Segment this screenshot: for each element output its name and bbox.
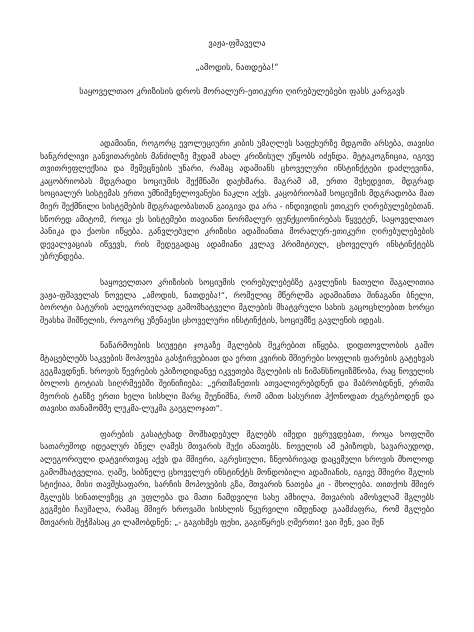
paragraph-4: ფარების გასატეხად მოშხადებულ მგლებს იმედი ეცრუვდებათ, როცა სოფლში სათარეშოდ იდეალურ ბნელ ღამეს მთვარის შუქი ანათებს. ნოველის ამ ეპიზოდს, სავარაუდოდ, ალეგორიული დატვირთვაც აქვს და მშიერი, აგრესიული, ზნეობრივად დაცემული ხროვის მხოლოდ გამომხატველია. ღამე, სიბნელე ცხოველურ ინსტინქტს მონდობილი ადამიანის, იგივე მშიერი მგლის სტიქიაა, მისი თავშესაფარი, სარჩის მოპოვების გზა, მთვარის ნათება კი - შხოლება. თითქოს მშიერ მგლებს სინათლეზეც კი უფლება და მათი ნამდვილი სახე ამხილა. მთვარის ამოსვლამ მგლებს გეგმები ჩაუშალა, რამაც მშიერ ხროვაში სისხლის წყურვილი იმდენად გაამძაფრა, რომ მგლები მთვარის შეჭმასაც კი ლამობდნენ: „- გაგიხმეს ფეხი, გაგიწყრეს ღმერთი! ვაი შენ, ვაი შენ [40,428,434,528]
document-title: „ამოდის, ნათდება!“ [195,62,279,72]
paragraph-2: საყოველთაო კრიზისის სოციუმის ღირებულებებზე გავლენის ნათელი მაგალითია ვაჟა-ფშაველას ნოველა „ამოდის, ნათდება!“, რომელიც მწერლმა ადამიანთა შინაგანი ბნელი, ბოროტი ბატურის ალეგორიულად გამომხატველი მგლების მხატვრული სახის გაცოცხლებით ხორცი შეასხა შიშნელის, როგორც უზენაესი ცხოველური ინსტინქტის, სოციუმზე გავლენის იდეას. [40,276,434,325]
paragraph-3: ნაწარმოების სიუჟეტი ჯოგაზე მგლების შეკრებით იწყება. დიდთოვლობის გამო მტაცებლებს საკვების მოპოვება გასჭირვებიათ და ერთი კვირის მშიერები სოფლის ფარების გატეხვას გეგმავდნენ. ხროვის წევრების ეპიზოდიდანვე იკვეთება მგლების ის ნიმანსნოციზმნობა, რაც ნოველის ბოლოს ტოტიას სიღრმეებში შეინიჩიება: „ერთმანეთის ათვალიერებდნენ და მაბრობდნენ, ერთმა მეორის ტანზე ერთი ხელი სისხლი მარც შეენიშნა, რომ ამით სასურით ჰქონოდათ ძეგრებოდენ და თავისი თანამომმე ლუკმა-ლუკმა გაეგლოჯათ“. [40,340,434,414]
paragraph-1: ადამიანი, როგორც ევოლუციური კიბის უმაღლეს საფეხურზე მდგომი არსება, თავისი ხანგრძლივი განვითარების მანძილზე მუდამ ახალ კრიზისულ უწყობს იძენდა. მეტაკოგნიცია, იგივე თვითრეფლექსია და შემეცნების უნარი, რამაც ადამიანს ცხოველური ინსტინქტები დაძლევინა, კაცობრიობას მდგრადი სოციუმის შექმნაში დაეხმარა. მაგრამ ამ, ერთი შეხედვით, მდგრად სოციალურ სისტემას ერთი უმნიშვნელოვანესი ნაკლი აქვს. კაცობრიობამ სოციუმის მდგრადობა მათ მიერ შექმნილი სისტემების მდგრადობასთან გაიგივა და არა - ინდივიდის ეთიკურ ღირებულებებთან. სწორედ ამიტომ, როცა ეს სისტემები თავიანთ ნორმალურ ფუნქციონირებას წყვეტენ, საყოველთაო პანიკა და ქაოსი იწყება. განვლებული კრიზისი ადამიანთა მორალურ-ეთიკური ღირებულებების დევალვაციას იწვევს, რის შედეგადაც ადამიანი კვლავ პრიმიტიულ, ცხოველურ ინსტინქტებს უბრუნდება. [40,138,434,262]
document-subtitle: საყოველთაო კრიზისის დროს მორალურ-ეთიკური ღირებულებები ფასს კარგავს [79,86,405,96]
author-name: ვაჟა-ფშაველა [208,38,266,48]
